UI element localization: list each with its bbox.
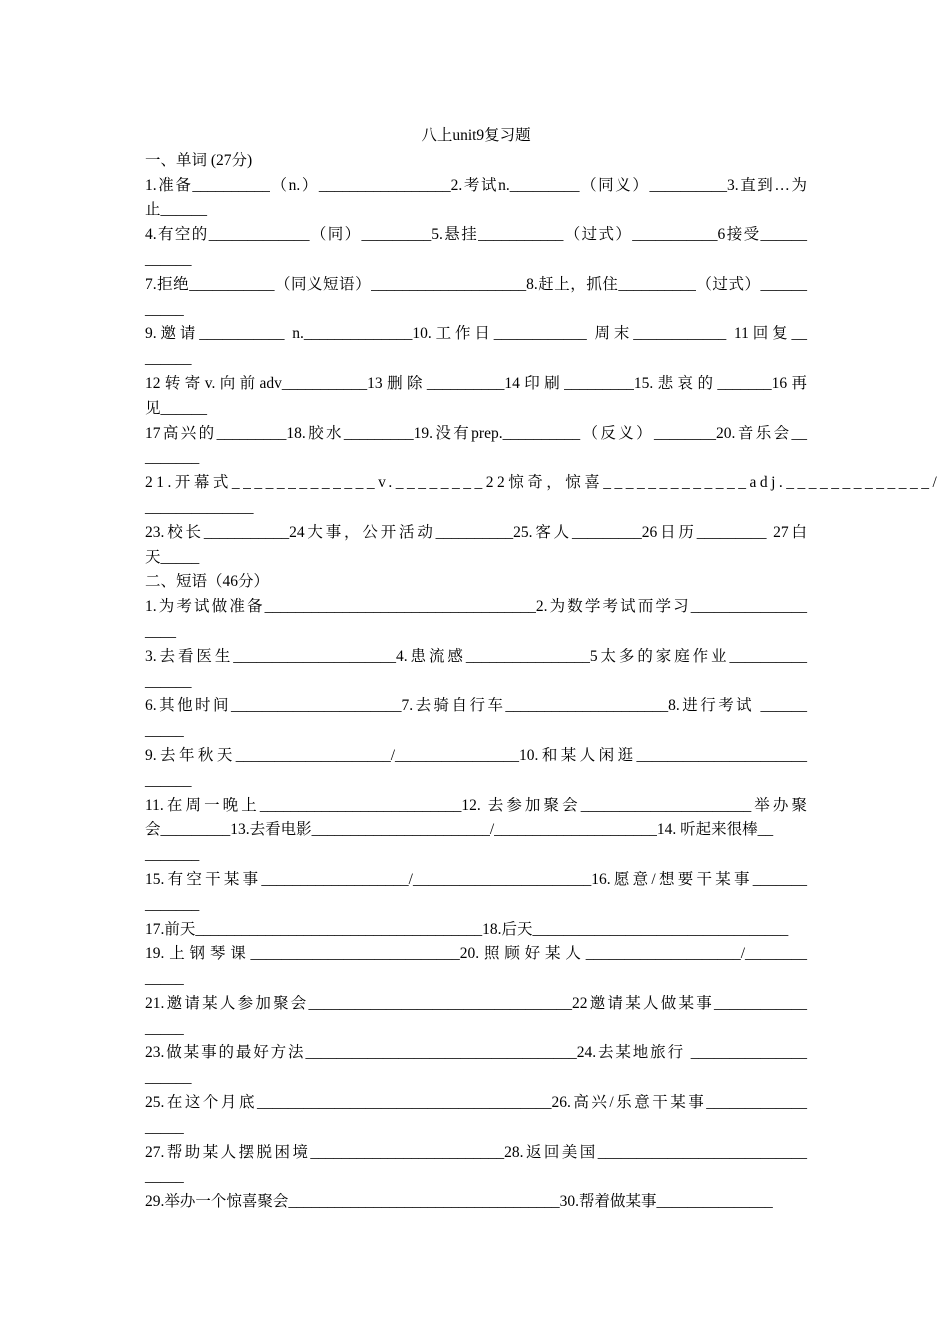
text-line: 21.邀请某人参加聚会__________________________________22邀请某人做某事____________: [145, 994, 807, 1012]
text-line: 9.邀请___________ n.______________10.工作日____________ 周末____________ 11回复__: [145, 325, 807, 343]
text-line: _____: [145, 722, 184, 740]
text-line: _____: [145, 1118, 184, 1136]
text-line: 天_____: [145, 548, 200, 566]
text-line: ____: [145, 622, 176, 640]
text-line: 19.上钢琴课___________________________20.照顾好某人____________________/________: [145, 945, 807, 963]
text-line: _____: [145, 1168, 184, 1186]
text-line: _______: [145, 846, 200, 864]
text-line: 一、单词 (27分): [145, 151, 253, 169]
text-line: 21.开幕式_____________v.________22惊奇，惊喜_____________adj._____________/: [145, 474, 941, 492]
text-line: 23.校长___________24大事，公开活动__________25.客人_________26日历_________ 27白: [145, 523, 807, 541]
text-line: 17高兴的_________18.胶水_________19.没有prep.__________（反义）________20.音乐会__: [145, 424, 807, 442]
text-line: 23.做某事的最好方法___________________________________24.去某地旅行 _______________: [145, 1044, 807, 1062]
text-line: 止______: [145, 201, 208, 219]
text-line: 11.在周一晚上__________________________12. 去参加聚会______________________举办聚: [145, 796, 807, 814]
text-line: ______: [145, 250, 192, 268]
text-line: 4.有空的_____________（同）_________5.悬挂___________（过式）___________6接受______: [145, 226, 807, 244]
text-line: 1.为考试做准备___________________________________2.为数学考试而学习_______________: [145, 598, 807, 616]
text-line: ______: [145, 672, 192, 690]
text-line: ______: [145, 350, 192, 368]
text-line: _____: [145, 300, 184, 318]
text-line: ______: [145, 1069, 192, 1087]
worksheet-title: 八上unit9复习题: [421, 127, 531, 144]
text-line: ______________: [145, 498, 254, 516]
text-line: 7.拒绝___________（同义短语）____________________8.赶上，抓住__________（过式）______: [145, 275, 807, 293]
text-line: 12转寄v.向前adv___________13删除__________14印刷_________15.悲哀的_______16再: [145, 374, 807, 392]
text-line: 17.前天_____________________________________18.后天_________________________________: [145, 920, 789, 938]
text-line: 25.在这个月底______________________________________26.高兴/乐意干某事_____________: [145, 1094, 807, 1112]
text-line: 3.去看医生_____________________4.患流感________________5太多的家庭作业__________: [145, 647, 807, 665]
text-line: 29.举办一个惊喜聚会___________________________________30.帮着做某事_______________: [145, 1193, 773, 1211]
text-line: 会_________13.去看电影_______________________/_____________________14. 听起来很棒__: [145, 821, 774, 839]
text-line: _____: [145, 970, 184, 988]
text-line: _______: [145, 449, 200, 467]
text-line: 1.准备__________（n.）_________________2.考试n._________（同义）__________3.直到…为: [145, 176, 807, 194]
text-line: 9.去年秋天____________________/________________10.和某人闲逛______________________: [145, 746, 807, 764]
text-line: 15.有空干某事___________________/_______________________16.愿意/想要干某事_______: [145, 870, 807, 888]
worksheet-page: [145, 124, 941, 1215]
text-line: 6.其他时间______________________7.去骑自行车_____________________8.进行考试 ______: [145, 697, 807, 715]
text-line: _____: [145, 1019, 184, 1037]
text-line: 27.帮助某人摆脱困境_________________________28.返回美国___________________________: [145, 1143, 807, 1161]
worksheet-body: [145, 149, 941, 1215]
text-line: ______: [145, 771, 192, 789]
text-line: 见______: [145, 399, 208, 417]
text-line: 二、短语（46分）: [145, 573, 270, 591]
text-line: _______: [145, 895, 200, 913]
